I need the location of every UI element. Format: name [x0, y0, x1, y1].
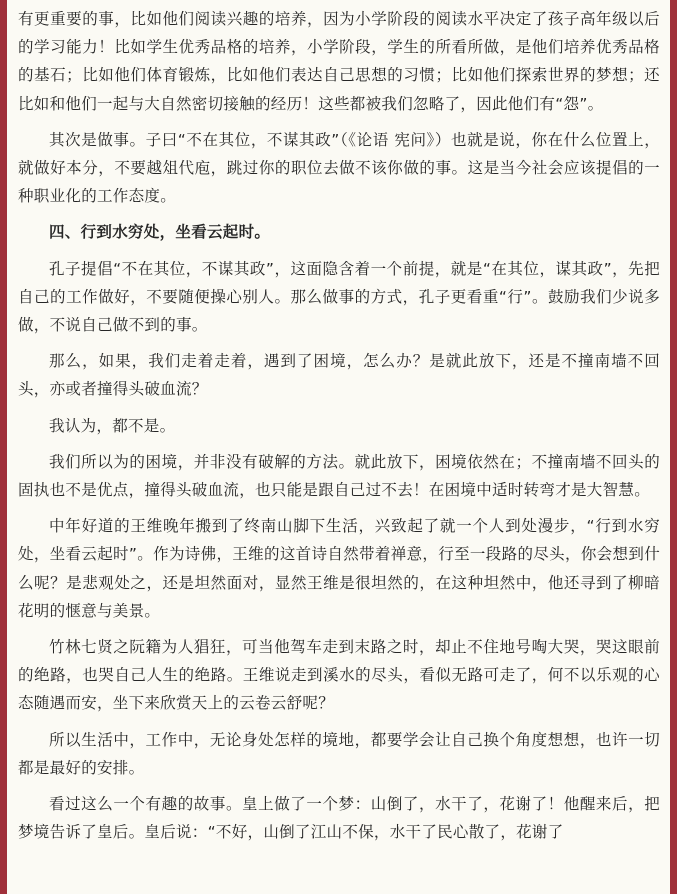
- paragraph-9: 所以生活中，工作中，无论身处怎样的境地，都要学会让自己换个角度想想，也许一切都是最好的安排。: [18, 730, 660, 777]
- paragraph-3: 孔子提倡“不在其位，不谋其政”，这面隐含着一个前提，就是“在其位，谋其政”，先把自己的工作做好，不要随便操心别人。那么做事的方式，孔子更看重“行”。鼓励我们少说多做，不说自己做不到的事。: [18, 259, 660, 335]
- paragraph-6: 我们所以为的困境，并非没有破解的方法。就此放下，困境依然在；不撞南墙不回头的固执也不是优点，撞得头破血流，也只能是跟自己过不去！在困境中适时转弯才是大智慧。: [18, 452, 660, 500]
- paragraph-4: 那么，如果，我们走着走着，遇到了困境，怎么办？是就此放下，还是不撞南墙不回头，亦或者撞得头破血流？: [18, 352, 660, 399]
- section-heading-4: 四、行到水穷处，坐看云起时。: [49, 223, 271, 242]
- paragraph-10: 看过这么一个有趣的故事。皇上做了一个梦：山倒了，水干了，花谢了！他醒来后，把梦境告诉了皇后。皇后说：“不好，山倒了江山不保，水干了民心散了，花谢了: [18, 795, 660, 842]
- paragraph-2: 其次是做事。子曰“不在其位，不谋其政”（《论语 宪问》）也就是说，你在什么位置上，就做好本分，不要越俎代庖，跳过你的职位去做不该你做的事。这是当今社会应该提倡的一种职业化的工作态度。: [18, 130, 660, 206]
- paragraph-7: 中年好道的王维晚年搬到了终南山脚下生活，兴致起了就一个人到处漫步，“行到水穷处，坐看云起时”。作为诗佛，王维的这首诗自然带着禅意，行至一段路的尽头，你会想到什么呢？是悲观处之，还是坦然面对，显然王维是很坦然的，在这种坦然中，他还寻到了柳暗花明的惬意与美景。: [18, 517, 660, 620]
- paragraph-5: 我认为，都不是。: [49, 416, 176, 435]
- paragraph-8: 竹林七贤之阮籍为人猖狂，可当他驾车走到末路之时，却止不住地号啕大哭，哭这眼前的绝路，也哭自己人生的绝路。王维说走到溪水的尽头，看似无路可走了，何不以乐观的心态随遇而安，坐下来欣赏天上的云卷云舒呢？: [18, 638, 660, 713]
- paragraph-1: 有更重要的事，比如他们阅读兴趣的培养，因为小学阶段的阅读水平决定了孩子高年级以后的学习能力！比如学生优秀品格的培养，小学阶段，学生的所看所做，是他们培养优秀品格的基石；比如他们体育锻炼，比如他们表达自己思想的习惯；比如他们探索世界的梦想；还比如和他们一起与大自然密切接触的经历！这些都被我们忽略了，因此他们有“怨”。: [18, 10, 660, 113]
- article-body: [18, 5, 660, 854]
